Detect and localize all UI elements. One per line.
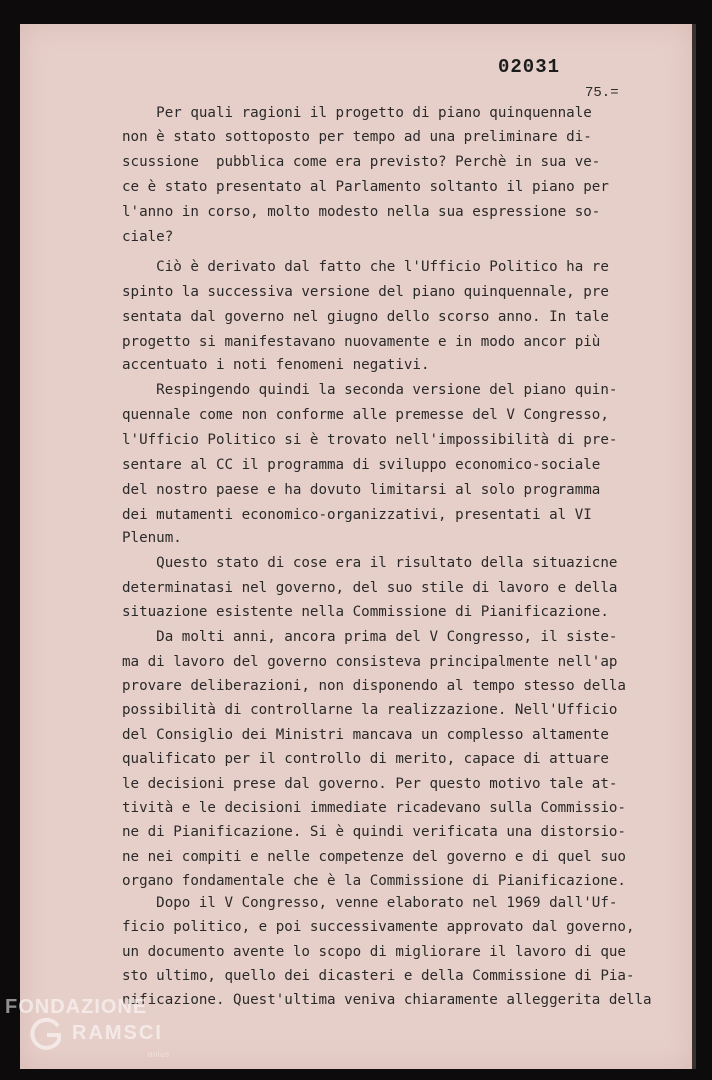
text-line: Respingendo quindi la seconda versione del piano quin- [122,382,618,398]
text-line: progetto si manifestavano nuovamente e in modo ancor più [122,334,601,350]
text-line: Questo stato di cose era il risultato della situazicne [122,555,618,571]
text-line: qualificato per il controllo di merito, capace di attuare [122,751,609,767]
text-line: Dopo il V Congresso, venne elaborato nel 1969 dall'Uf- [122,895,618,911]
text-line: l'anno in corso, molto modesto nella sua espressione so- [122,204,601,220]
text-line: organo fondamentale che è la Commissione di Pianificazione. [122,873,626,889]
text-line: spinto la successiva versione del piano quinquennale, pre [122,284,609,300]
gramsci-g-logo-icon [28,1016,64,1052]
text-line: tività e le decisioni immediate ricadevano sulla Commissio- [122,800,626,816]
paper-edge [692,24,696,1069]
text-line: l'Ufficio Politico si è trovato nell'impossibilità di pre- [122,432,618,448]
text-line: Ciò è derivato dal fatto che l'Ufficio Politico ha re [122,259,609,275]
page-number: 75.= [585,85,619,101]
text-line: ne nei compiti e nelle competenze del governo e di quel suo [122,849,626,865]
text-line: non è stato sottoposto per tempo ad una preliminare di- [122,129,592,145]
text-line: del Consiglio dei Ministri mancava un complesso altamente [122,727,609,743]
text-line: ce è stato presentato al Parlamento soltanto il piano per [122,179,609,195]
text-line: sentata dal governo nel giugno dello scorso anno. In tale [122,309,609,325]
text-line: le decisioni prese dal governo. Per questo motivo tale at- [122,776,618,792]
watermark-line2: RAMSCI [72,1022,163,1044]
text-line: Per quali ragioni il progetto di piano quinquennale [122,105,592,121]
text-line: Da molti anni, ancora prima del V Congresso, il siste- [122,629,618,645]
text-line: Plenum. [122,530,182,546]
text-line: ma di lavoro del governo consisteva principalmente nell'ap [122,654,618,670]
text-line: nificazione. Quest'ultima veniva chiaramente alleggerita della [122,992,652,1008]
text-line: ne di Pianificazione. Si è quindi verificata una distorsio- [122,824,626,840]
text-line: accentuato i noti fenomeni negativi. [122,357,430,373]
watermark-line1: FONDAZIONE [5,996,148,1018]
text-line: del nostro paese e ha dovuto limitarsi al solo programma [122,482,601,498]
text-line: sto ultimo, quello dei dicasteri e della Commissione di Pia- [122,968,635,984]
text-line: scussione pubblica come era previsto? Perchè in sua ve- [122,154,601,170]
text-line: determinatasi nel governo, del suo stile di lavoro e della [122,580,618,596]
watermark-onlus: onlus [148,1050,170,1059]
archive-number: 02031 [498,56,561,78]
text-line: possibilità di controllarne la realizzazione. Nell'Ufficio [122,702,618,718]
text-line: quennale come non conforme alle premesse del V Congresso, [122,407,609,423]
text-line: ciale? [122,229,174,245]
text-line: provare deliberazioni, non disponendo al tempo stesso della [122,678,626,694]
text-line: un documento avente lo scopo di migliorare il lavoro di que [122,944,626,960]
text-line: situazione esistente nella Commissione di Pianificazione. [122,604,609,620]
text-line: sentare al CC il programma di sviluppo economico-sociale [122,457,601,473]
text-line: dei mutamenti economico-organizzativi, presentati al VI [122,507,592,523]
text-line: ficio politico, e poi successivamente approvato dal governo, [122,919,635,935]
fondazione-gramsci-watermark [0,996,190,1076]
